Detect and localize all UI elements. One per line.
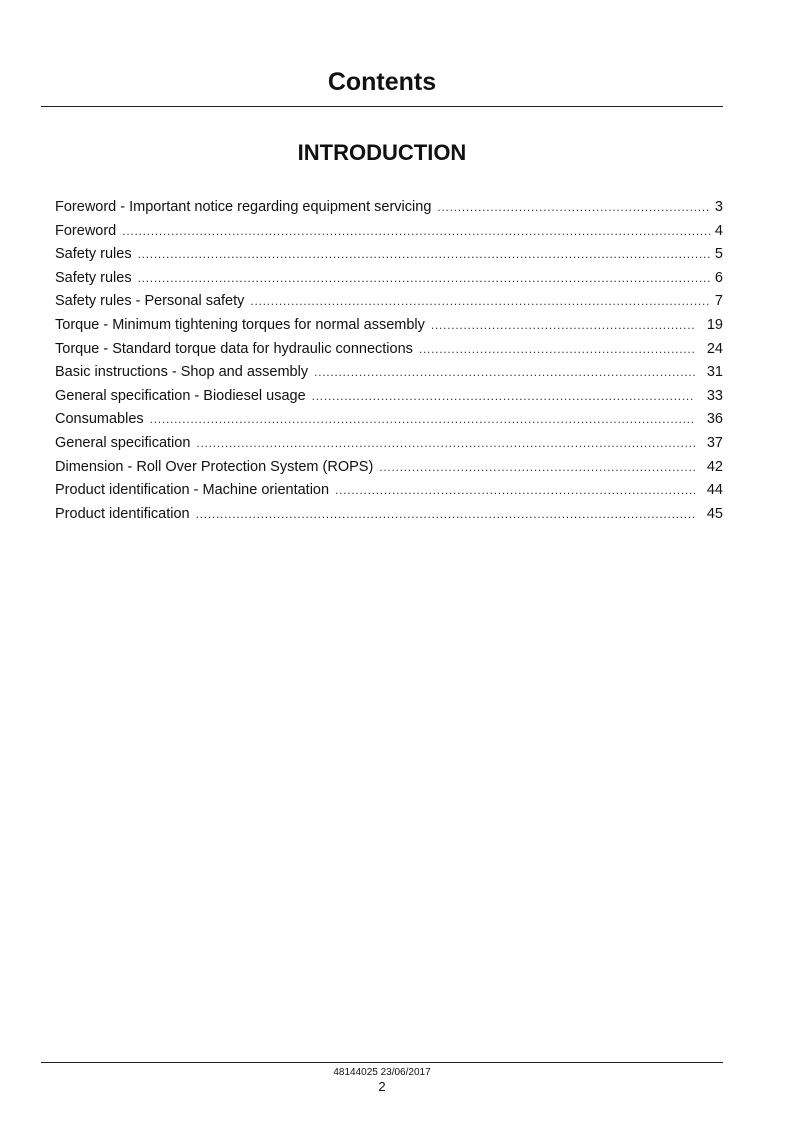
toc-dot-leader (196, 432, 695, 456)
toc-entry-page: 4 (714, 222, 723, 239)
table-of-contents (55, 196, 723, 526)
toc-entry-consumables[interactable] (55, 408, 723, 432)
toc-entry-page: 3 (714, 199, 723, 215)
toc-dot-leader (312, 385, 695, 409)
toc-dot-leader (196, 503, 695, 527)
toc-dot-leader (122, 220, 711, 244)
toc-entry-label: Torque - Minimum tightening torques for normal assembly (55, 316, 425, 333)
toc-entry-label: Foreword (55, 222, 117, 239)
toc-entry-label: Dimension - Roll Over Protection System (ROPS) (55, 458, 374, 475)
toc-entry-page: 36 (706, 411, 723, 428)
toc-entry-label: General specification (55, 434, 191, 451)
toc-entry-label: Torque - Standard torque data for hydraulic connections (55, 340, 413, 357)
toc-entry-page: 5 (714, 246, 723, 263)
toc-dot-leader (379, 456, 695, 480)
toc-dot-leader (138, 243, 711, 267)
toc-entry-torque-hydraulic[interactable] (55, 338, 723, 362)
toc-dot-leader (335, 479, 695, 503)
toc-entry-basic-instructions[interactable] (55, 361, 723, 385)
toc-entry-safety-rules-2[interactable] (55, 267, 723, 291)
toc-entry-label: Safety rules - Personal safety (55, 293, 245, 310)
toc-entry-label: Safety rules (55, 269, 132, 286)
toc-dot-leader (431, 314, 695, 338)
toc-dot-leader (437, 196, 711, 220)
toc-entry-label: Basic instructions - Shop and assembly (55, 364, 309, 381)
toc-entry-label: General specification - Biodiesel usage (55, 387, 306, 404)
toc-dot-leader (314, 361, 695, 385)
toc-entry-foreword[interactable] (55, 220, 723, 244)
toc-entry-page: 7 (714, 293, 723, 310)
toc-entry-foreword-important-notice[interactable] (55, 196, 723, 220)
toc-entry-label: Product identification (55, 505, 190, 522)
toc-entry-page: 24 (706, 340, 723, 357)
toc-entry-torque-minimum[interactable] (55, 314, 723, 338)
toc-dot-leader (150, 408, 695, 432)
toc-entry-safety-rules-personal-safety[interactable] (55, 290, 723, 314)
toc-dot-leader (250, 290, 711, 314)
toc-entry-label: Product identification - Machine orientation (55, 482, 330, 499)
toc-entry-page: 37 (706, 434, 723, 451)
toc-entry-page: 45 (706, 505, 723, 522)
toc-entry-page: 33 (706, 387, 723, 404)
toc-dot-leader (138, 267, 711, 291)
title-divider (41, 106, 723, 107)
footer-doc-code: 48144025 23/06/2017 (333, 1067, 431, 1078)
page-title: Contents (327, 68, 437, 96)
toc-entry-general-specification[interactable] (55, 432, 723, 456)
toc-entry-page: 31 (706, 364, 723, 381)
toc-entry-biodiesel-usage[interactable] (55, 385, 723, 409)
section-title: INTRODUCTION (297, 140, 467, 165)
toc-entry-safety-rules[interactable] (55, 243, 723, 267)
toc-entry-label: Consumables (55, 411, 144, 428)
footer-page-number: 2 (378, 1079, 386, 1094)
toc-entry-label: Foreword - Important notice regarding equipment servicing (55, 199, 432, 215)
toc-entry-machine-orientation[interactable] (55, 479, 723, 503)
toc-entry-page: 44 (706, 482, 723, 499)
toc-entry-page: 6 (714, 269, 723, 286)
toc-entry-rops[interactable] (55, 456, 723, 480)
toc-entry-page: 42 (706, 458, 723, 475)
toc-entry-label: Safety rules (55, 246, 132, 263)
toc-entry-page: 19 (706, 316, 723, 333)
toc-entry-product-identification[interactable] (55, 503, 723, 527)
toc-dot-leader (419, 338, 695, 362)
footer-divider (41, 1062, 723, 1063)
